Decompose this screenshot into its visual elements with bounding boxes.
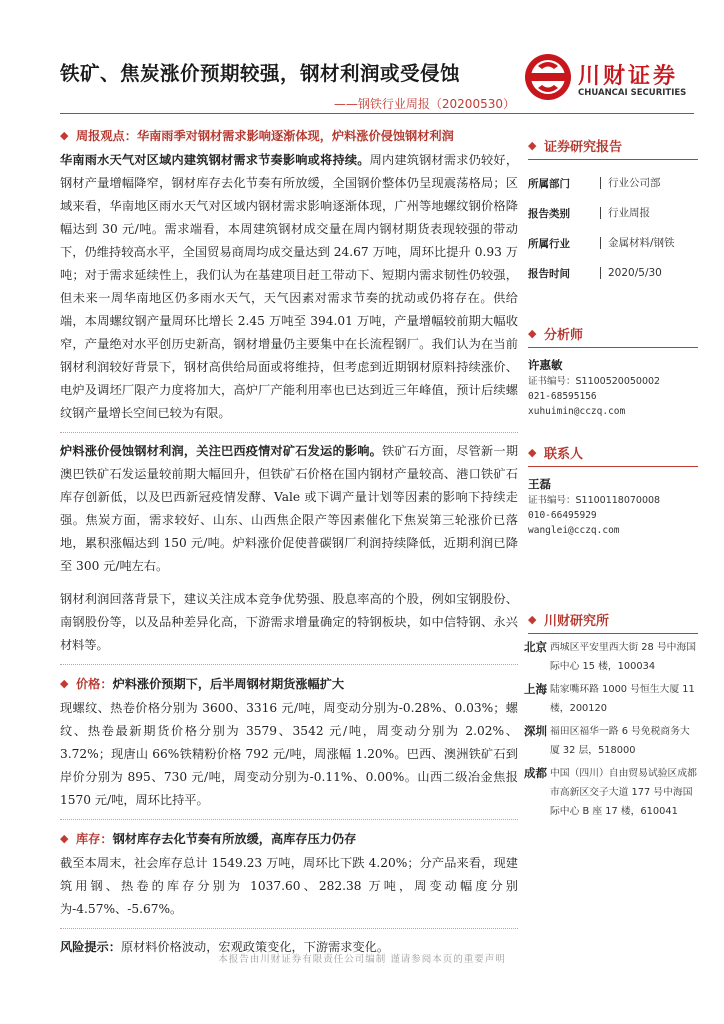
paragraph-lead: 炉料涨价侵蚀钢材利润，关注巴西疫情对矿石发运的影响。 — [60, 444, 382, 458]
section-text: 钢材库存去化节奏有所放缓，高库存压力仍存 — [112, 832, 357, 846]
paragraph-demand — [60, 149, 518, 425]
office-chengdu: 成都 中国（四川）自由贸易试验区成都市高新区交子大道 177 号中海国际中心 B 座 17 楼，610041 — [524, 766, 697, 817]
section-heading-view — [60, 124, 518, 148]
report-subtitle: ——钢铁行业周报（20200530） — [333, 97, 515, 111]
logo-emblem-icon — [523, 52, 573, 102]
paragraph-body: 周内建筑钢材需求仍较好，钢材产量增幅降窄，钢材库存去化节奏有所放缓，全国钢价整体仍呈现震荡格局；区域来看，华南地区雨水天气对区域内钢材需求影响逐渐体现，广州等地螺纹钢价格降幅达到 30 元/吨。需求端看，本周建筑钢材成交量在周内钢材期货表现较强的带动下，仍维持较高水平，全国贸易商周均成交量达到 24.67 万吨，周环比提升 0.93 万吨；对于需求延续性上，我们认为在基建项目赶工带动下、短期内需求韧性仍较强，但未来一周华南地区仍多雨水天气，天气因素对需求节奏的扰动或仍将存在。供给端，本周螺纹钢产量周环比增长 2.45 万吨至 394.01 万吨，产量增幅较前期大幅收窄，产量绝对水平创历史新高，钢材增量仍主要集中在长流程钢厂。我们认为在当前钢材利润较好背景下，钢材高供给局面或将维持，但考虑到近期钢材原料持续涨价、电炉及调坯厂限产力度将加大，高炉厂产能利用率也已达到近三年峰值，预计后续螺纹钢产量增长空间已较为有限。 — [60, 153, 519, 420]
sidebar-heading-analyst: ◆ 分析师 — [528, 326, 584, 343]
header-divider — [60, 113, 694, 114]
section-label: 价格： — [76, 677, 113, 691]
logo-text-en: CHUANCAI SECURITIES — [578, 88, 687, 98]
diamond-bullet-icon: ◆ — [528, 326, 537, 340]
sidebar-divider — [528, 466, 698, 467]
dotted-divider — [60, 432, 518, 433]
diamond-bullet-icon: ◆ — [528, 138, 537, 152]
diamond-bullet-icon: ◆ — [60, 129, 69, 142]
info-row-category: 报告类别 行业周报 — [528, 207, 650, 220]
analyst-cert: 证书编号：S1100520050002 — [528, 376, 661, 387]
section-heading-price — [60, 672, 518, 696]
risk-text: 原材料价格波动，宏观政策变化，下游需求变化。 — [120, 940, 390, 954]
paragraph-inventory: 截至本周末，社会库存总计 1549.23 万吨，周环比下跌 4.20%；分产品来看，现建筑用钢、热卷的库存分别为 1037.60、282.38 万吨，周变动幅度分别为-4.57%、-5.67%。 — [60, 856, 518, 916]
paragraph-raw-material — [60, 440, 518, 578]
sidebar-divider — [528, 159, 698, 160]
diamond-bullet-icon: ◆ — [60, 677, 69, 690]
paragraph-price: 现螺纹、热卷价格分别为 3600、3316 元/吨，周变动分别为-0.28%、0.03%；螺纹、热卷最新期货价格分别为 3579、3542 元/吨，周变动分别为 2.02%、3.72%；现唐山 66%铁精粉价格 792 元/吨，周涨幅 1.20%。巴西、澳洲铁矿石到岸价分别为 895、730 元/吨，周变动分别为-0.11%、0.00%。山西二级冶金焦报 1570 元/吨，周环比持平。 — [60, 701, 518, 807]
diamond-bullet-icon: ◆ — [528, 612, 537, 626]
section-text: 炉料涨价预期下，后半周钢材期货涨幅扩大 — [112, 677, 345, 691]
sidebar-heading-contact: ◆ 联系人 — [528, 445, 584, 462]
diamond-bullet-icon: ◆ — [60, 832, 69, 845]
paragraph-body: 铁矿石方面，尽管新一期澳巴铁矿石发运量较前期大幅回升，但铁矿石价格在国内钢材产量较高、港口铁矿石库存创新低，以及巴西新冠疫情发酵、Vale 或下调产量计划等因素的影响下持续走强。焦炭方面，需求较好、山东、山西焦企限产等因素催化下焦炭第三轮涨价已落地，累积涨幅达到 150 元/吨。炉料涨价促使普碳钢厂利润持续降低，近期利润已降至 300 元/吨左右。 — [60, 444, 519, 573]
sidebar-divider — [528, 633, 698, 634]
risk-label: 风险提示： — [60, 940, 121, 954]
page-footer: 本报告由川财证券有限责任公司编制 谨请参阅本页的重要声明 — [218, 954, 506, 965]
office-beijing: 北京 西城区平安里西大街 28 号中海国际中心 15 楼，100034 — [524, 640, 697, 672]
contact-cert: 证书编号：S1100118070008 — [528, 495, 661, 506]
dotted-divider — [60, 664, 518, 665]
section-heading-inventory — [60, 827, 518, 851]
analyst-email[interactable]: xuhuimin@cczq.com — [528, 406, 626, 417]
diamond-bullet-icon: ◆ — [528, 445, 537, 459]
section-label: 周报观点： — [76, 129, 137, 143]
analyst-card — [528, 358, 698, 419]
paragraph-stock-picks: 钢材利润回落背景下，建议关注成本竞争优势强、股息率高的个股，例如宝钢股份、南钢股份等，以及品种差异化高，下游需求增量确定的特钢板块，如中信特钢、永兴材料等。 — [60, 592, 518, 652]
contact-phone: 010-66495929 — [528, 510, 597, 521]
report-title: 铁矿、焦炭涨价预期较强，钢材利润或受侵蚀 — [60, 62, 461, 85]
main-content — [60, 124, 518, 959]
office-shanghai: 上海 陆家嘴环路 1000 号恒生大厦 11 楼，200120 — [524, 682, 695, 714]
contact-card — [528, 477, 698, 538]
sidebar — [524, 134, 698, 821]
section-label: 库存： — [76, 832, 113, 846]
info-row-industry: 所属行业 金属材料/钢铁 — [528, 237, 675, 250]
company-logo — [523, 52, 693, 104]
contact-email[interactable]: wanglei@cczq.com — [528, 525, 620, 536]
analyst-name: 许惠敏 — [528, 358, 563, 372]
contact-name: 王磊 — [528, 477, 551, 491]
sidebar-divider — [528, 347, 698, 348]
dotted-divider — [60, 928, 518, 929]
sidebar-heading-institute: ◆ 川财研究所 — [528, 612, 610, 629]
section-text: 华南雨季对钢材需求影响逐渐体现，炉料涨价侵蚀钢材利润 — [136, 129, 454, 143]
dotted-divider — [60, 819, 518, 820]
office-shenzhen: 深圳 福田区福华一路 6 号免税商务大厦 32 层，518000 — [524, 724, 690, 756]
logo-text-cn: 川财证券 — [578, 64, 679, 89]
sidebar-heading-report: ◆ 证券研究报告 — [528, 138, 623, 155]
info-row-date: 报告时间 2020/5/30 — [528, 267, 662, 280]
analyst-phone: 021-68595156 — [528, 391, 597, 402]
info-row-department: 所属部门 行业公司部 — [528, 177, 661, 190]
paragraph-lead: 华南雨水天气对区域内建筑钢材需求节奏影响或将持续。 — [60, 153, 370, 167]
